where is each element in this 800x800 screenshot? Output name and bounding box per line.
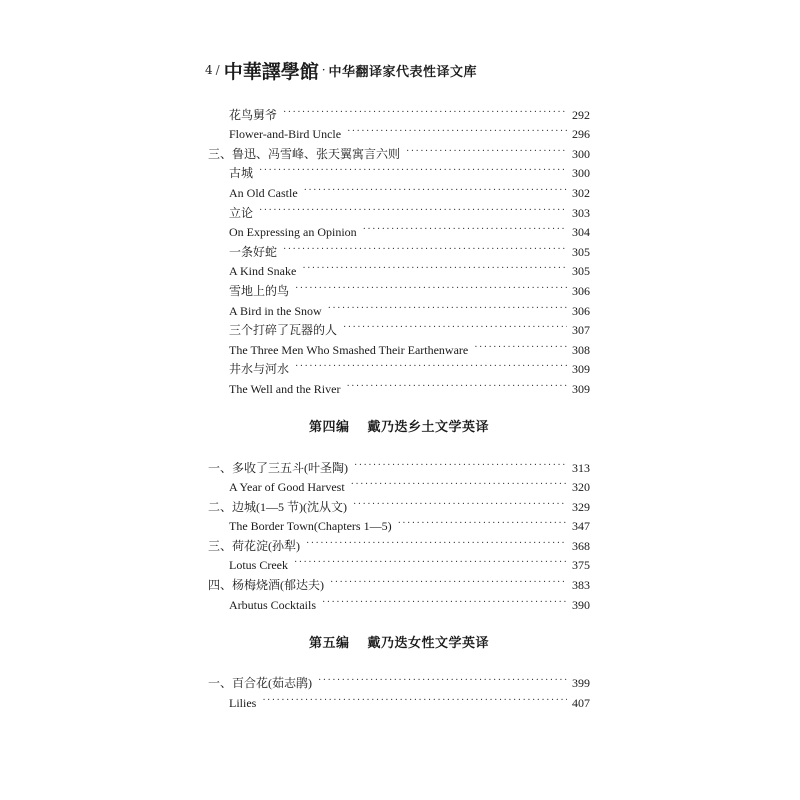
- toc-entry-title: 三、荷花淀(孙犁): [208, 538, 300, 553]
- toc-entry[interactable]: [208, 592, 590, 612]
- toc-entry-page: 407: [572, 695, 590, 710]
- series-title: 中华翻译家代表性译文库: [328, 64, 478, 80]
- toc-entry-page: 305: [572, 264, 590, 279]
- toc-entry-page: 347: [572, 519, 590, 534]
- toc-entry-title: 古城: [229, 166, 254, 181]
- toc-entry-title: 花鸟舅爷: [229, 107, 278, 122]
- toc-entry[interactable]: [208, 514, 590, 534]
- dot-leader: [262, 694, 567, 708]
- toc-entry-title: Arbutus Cocktails: [229, 597, 316, 612]
- toc-entry-title: A Kind Snake: [229, 264, 297, 279]
- toc-entry[interactable]: [208, 259, 590, 279]
- toc-entry-page: 309: [572, 362, 590, 377]
- dot-leader: [322, 596, 567, 610]
- dot-leader: [328, 302, 567, 316]
- toc-group-part-4: [208, 455, 590, 612]
- dot-leader: [406, 145, 567, 159]
- toc-entry-title: 一、多收了三五斗(叶圣陶): [208, 460, 348, 475]
- part-number: 第四编: [308, 419, 350, 435]
- part-title: 戴乃迭乡土文学英译: [367, 419, 490, 435]
- part-heading-4: [208, 416, 590, 435]
- toc-entry-page: 306: [572, 283, 590, 298]
- toc-entry-page: 303: [572, 205, 590, 220]
- table-of-contents: [208, 102, 590, 710]
- toc-entry-page: 313: [572, 460, 590, 475]
- toc-entry-title: A Year of Good Harvest: [229, 480, 345, 495]
- dot-leader: [353, 498, 567, 512]
- toc-entry[interactable]: [208, 357, 590, 377]
- part-number: 第五编: [308, 635, 350, 651]
- toc-entry-page: 390: [572, 597, 590, 612]
- toc-entry-title: 井水与河水: [229, 362, 290, 377]
- dot-leader: [259, 204, 567, 218]
- toc-entry-title: The Well and the River: [229, 381, 341, 396]
- dot-leader: [474, 341, 567, 355]
- toc-entry-page: 304: [572, 225, 590, 240]
- toc-entry-page: 308: [572, 342, 590, 357]
- toc-entry-page: 320: [572, 480, 590, 495]
- toc-entry-title: 一条好蛇: [229, 244, 278, 259]
- toc-entry-page: 307: [572, 323, 590, 338]
- toc-entry[interactable]: [208, 533, 590, 553]
- part-title: 戴乃迭女性文学英译: [367, 635, 490, 651]
- toc-entry-page: 300: [572, 146, 590, 161]
- toc-entry-title: Flower-and-Bird Uncle: [229, 127, 342, 142]
- toc-entry-page: 305: [572, 244, 590, 259]
- toc-entry-title: 三个打碎了瓦器的人: [229, 323, 338, 338]
- toc-entry[interactable]: [208, 200, 590, 220]
- toc-entry-page: 309: [572, 381, 590, 396]
- toc-entry-page: 296: [572, 127, 590, 142]
- toc-entry-title: 二、边城(1—5 节)(沈从文): [208, 499, 347, 514]
- separator-dot: ·: [321, 63, 326, 77]
- dot-leader: [295, 282, 567, 296]
- toc-entry[interactable]: [208, 553, 590, 573]
- toc-entry[interactable]: [208, 318, 590, 338]
- dot-leader: [283, 243, 567, 257]
- toc-entry[interactable]: [208, 122, 590, 142]
- dot-leader: [283, 106, 567, 120]
- toc-entry-title: The Three Men Who Smashed Their Earthenware: [229, 342, 469, 357]
- toc-entry-title: 三、鲁迅、冯雪峰、张天翼寓言六则: [208, 146, 401, 161]
- dot-leader: [343, 321, 567, 335]
- dot-leader: [294, 556, 567, 570]
- toc-entry[interactable]: [208, 475, 590, 495]
- toc-entry-page: 306: [572, 303, 590, 318]
- toc-entry[interactable]: [208, 337, 590, 357]
- toc-entry[interactable]: [208, 376, 590, 396]
- toc-entry[interactable]: [208, 671, 590, 691]
- toc-entry-page: 300: [572, 166, 590, 181]
- toc-entry[interactable]: [208, 278, 590, 298]
- toc-entry-title: A Bird in the Snow: [229, 303, 322, 318]
- dot-leader: [306, 537, 567, 551]
- toc-group-part-5: [208, 671, 590, 710]
- dot-leader: [330, 576, 567, 590]
- toc-entry[interactable]: [208, 141, 590, 161]
- toc-entry-page: 383: [572, 578, 590, 593]
- toc-entry-title: On Expressing an Opinion: [229, 225, 357, 240]
- toc-entry[interactable]: [208, 572, 590, 592]
- toc-entry[interactable]: [208, 220, 590, 240]
- toc-entry[interactable]: [208, 180, 590, 200]
- dot-leader: [304, 184, 567, 198]
- dot-leader: [346, 380, 567, 394]
- toc-entry[interactable]: [208, 102, 590, 122]
- separator-slash: /: [215, 63, 220, 77]
- dot-leader: [318, 674, 567, 688]
- toc-group-continued: [208, 102, 590, 396]
- dot-leader: [363, 223, 567, 237]
- toc-entry[interactable]: [208, 455, 590, 475]
- toc-entry-title: Lilies: [229, 695, 257, 710]
- toc-entry-title: 一、百合花(茹志鹃): [208, 676, 312, 691]
- publisher-logo: 中華譯學館: [223, 60, 319, 83]
- toc-entry-page: 375: [572, 558, 590, 573]
- toc-entry[interactable]: [208, 690, 590, 710]
- toc-entry[interactable]: [208, 494, 590, 514]
- page-number: 4: [205, 63, 213, 77]
- toc-entry[interactable]: [208, 161, 590, 181]
- toc-entry[interactable]: [208, 239, 590, 259]
- toc-entry-page: 329: [572, 499, 590, 514]
- running-header: [205, 58, 477, 82]
- toc-entry-page: 302: [572, 185, 590, 200]
- dot-leader: [354, 459, 567, 473]
- dot-leader: [302, 262, 567, 276]
- toc-entry-title: Lotus Creek: [229, 558, 288, 573]
- dot-leader: [351, 478, 567, 492]
- dot-leader: [347, 125, 567, 139]
- dot-leader: [259, 164, 567, 178]
- toc-entry-page: 292: [572, 107, 590, 122]
- toc-entry-title: 立论: [229, 205, 254, 220]
- toc-entry-page: 368: [572, 538, 590, 553]
- dot-leader: [398, 517, 567, 531]
- toc-entry-title: 四、杨梅烧酒(郁达夫): [208, 578, 324, 593]
- toc-entry[interactable]: [208, 298, 590, 318]
- part-heading-5: [208, 632, 590, 651]
- dot-leader: [295, 360, 567, 374]
- toc-entry-title: An Old Castle: [229, 185, 298, 200]
- toc-entry-page: 399: [572, 676, 590, 691]
- toc-entry-title: The Border Town(Chapters 1—5): [229, 519, 392, 534]
- toc-entry-title: 雪地上的鸟: [229, 283, 290, 298]
